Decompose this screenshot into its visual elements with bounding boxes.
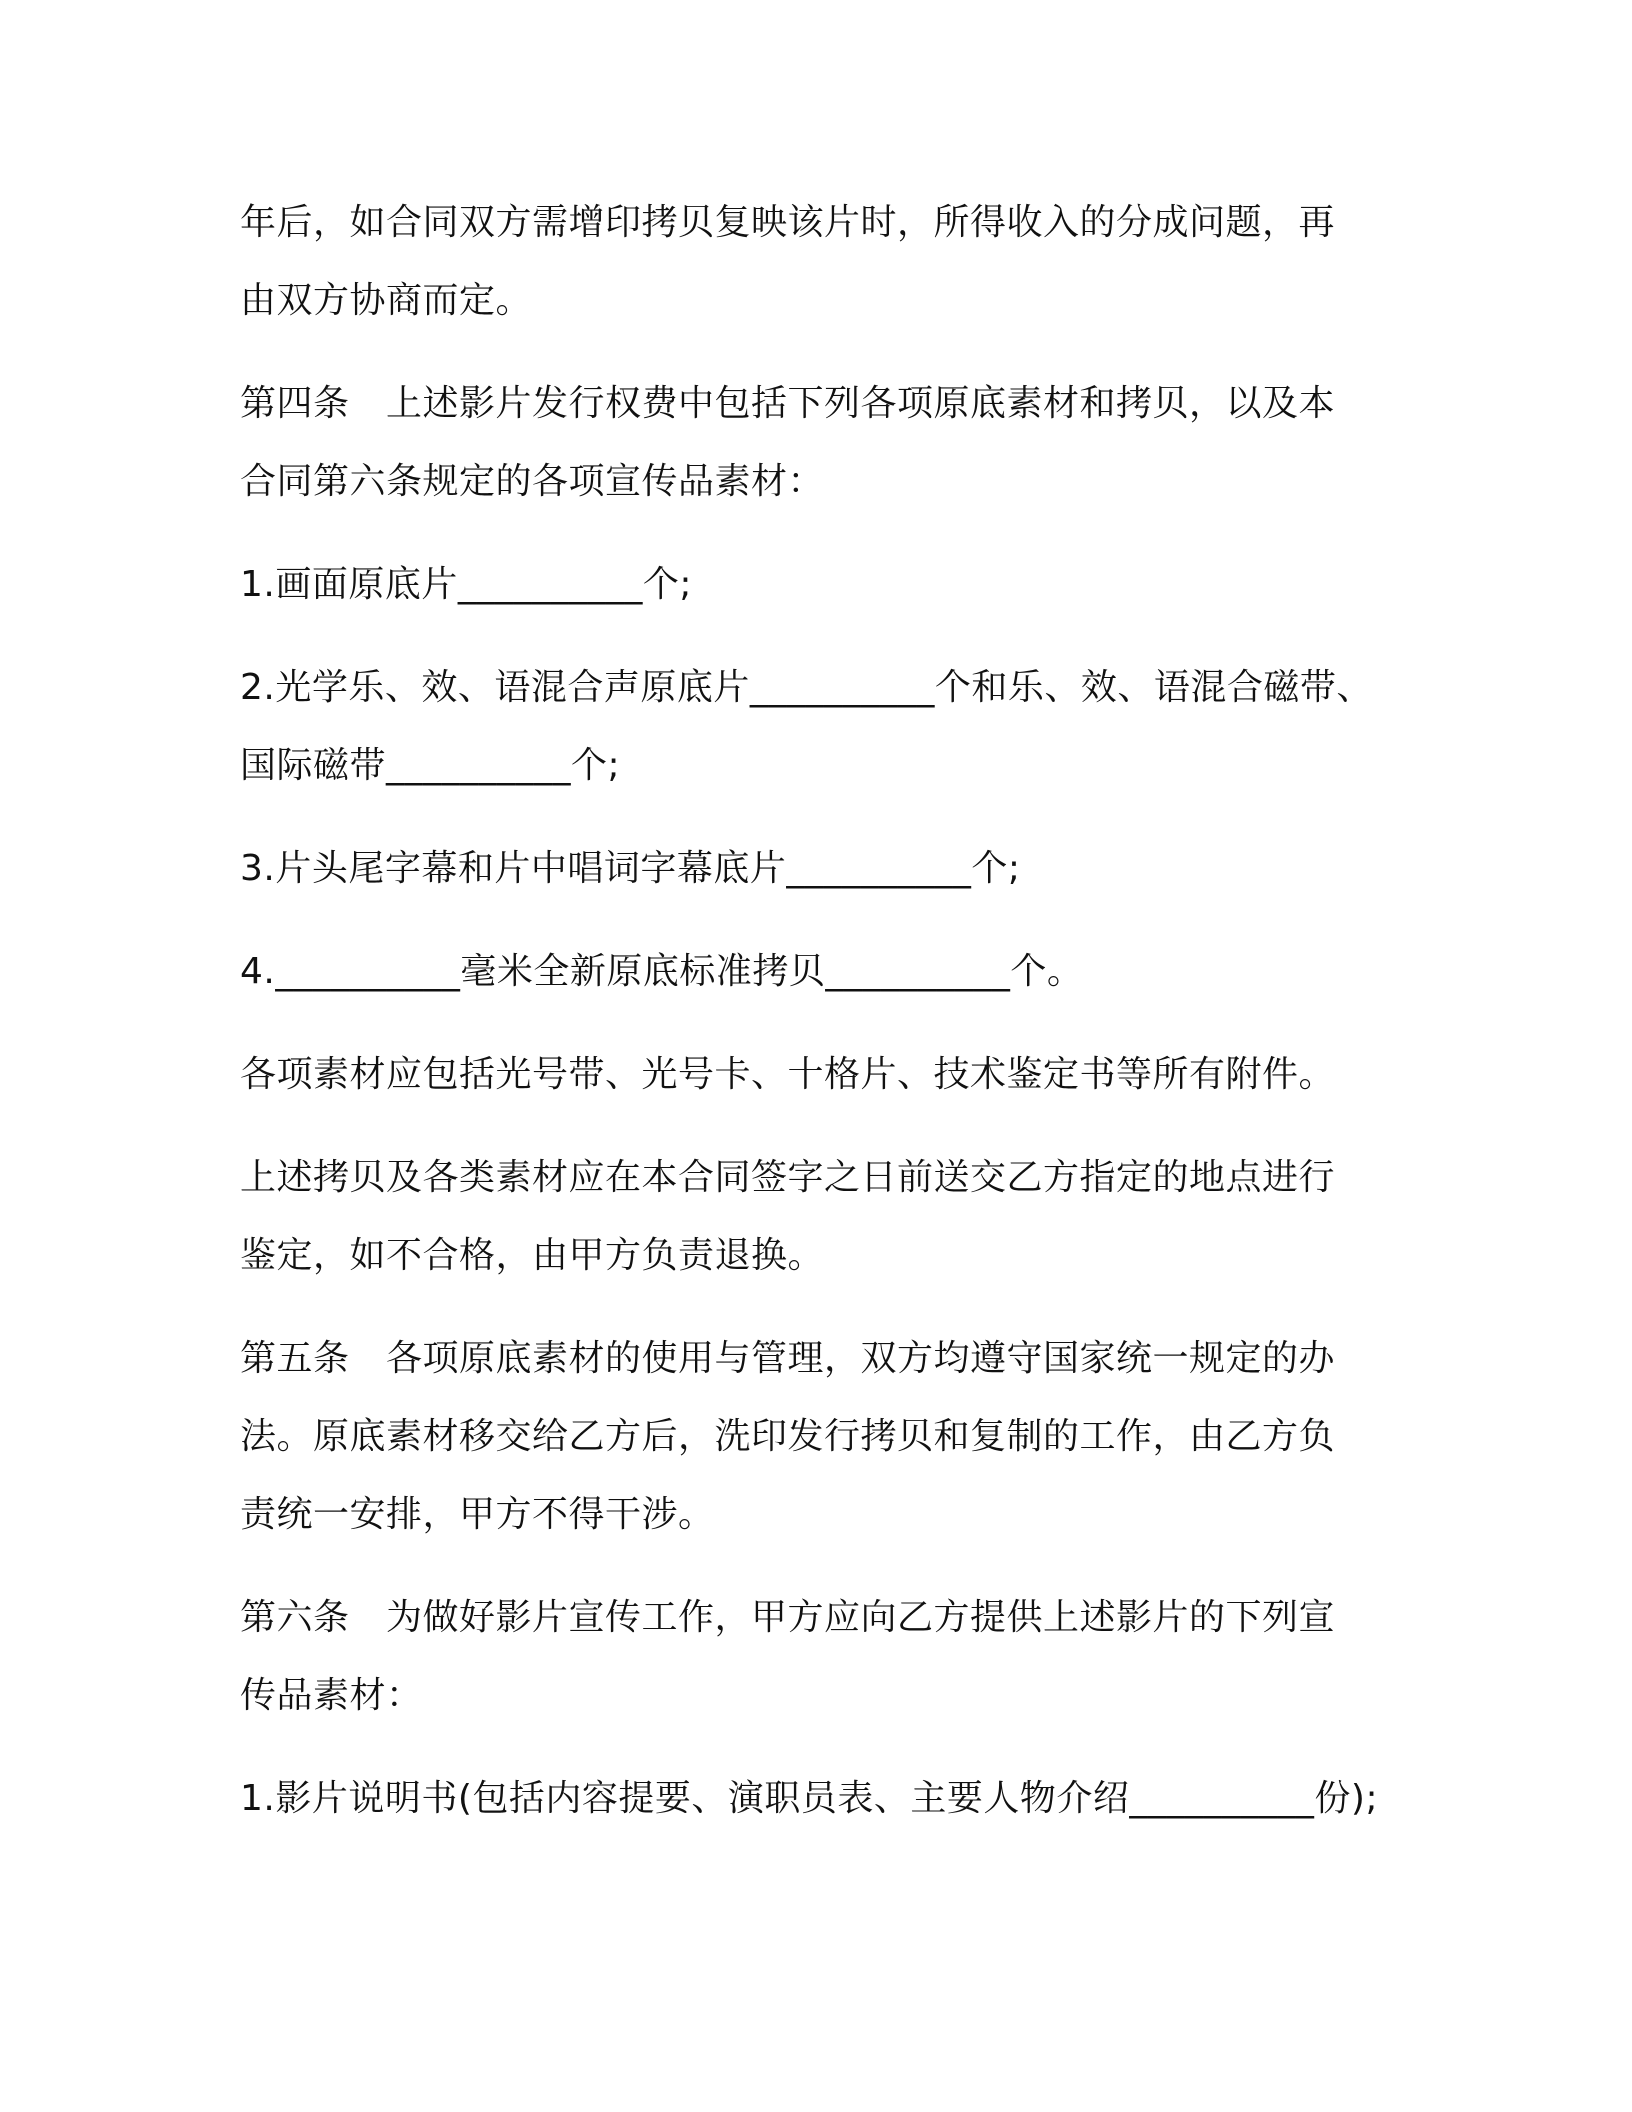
text-line: 法。原底素材移交给乙方后，洗印发行拷贝和复制的工作，由乙方负 [240,1416,1336,1457]
text-line: 2.光学乐、效、语混合声原底片__________个和乐、效、语混合磁带、 [240,667,1373,708]
article-5-paragraph [240,1320,1400,1554]
text-line: 上述拷贝及各类素材应在本合同签字之日前送交乙方指定的地点进行 [240,1157,1336,1198]
text-line: 责统一安排，甲方不得干涉。 [240,1494,715,1535]
list-item-sound-negative [240,649,1400,805]
text-line: 各项素材应包括光号带、光号卡、十格片、技术鉴定书等所有附件。 [240,1054,1336,1095]
text-line: 国际磁带__________个; [240,745,621,786]
text-line: 鉴定，如不合格，由甲方负责退换。 [240,1235,825,1276]
text-line: 4.__________毫米全新原底标准拷贝__________个。 [240,951,1084,992]
article-6-paragraph [240,1579,1400,1735]
text-line: 第六条 为做好影片宣传工作，甲方应向乙方提供上述影片的下列宣 [240,1597,1336,1638]
text-line: 年后，如合同双方需增印拷贝复映该片时，所得收入的分成问题，再 [240,202,1336,243]
text-line: 合同第六条规定的各项宣传品素材： [240,461,825,502]
text-line: 第四条 上述影片发行权费中包括下列各项原底素材和拷贝，以及本 [240,383,1336,424]
list-item-film-brochure [240,1760,1400,1838]
list-item-subtitle-negative [240,830,1400,908]
text-line: 由双方协商而定。 [240,280,533,321]
text-line: 1.影片说明书(包括内容提要、演职员表、主要人物介绍__________份); [240,1778,1379,1819]
list-item-standard-copy [240,933,1400,1011]
article-4-heading-paragraph [240,365,1400,521]
text-line: 第五条 各项原底素材的使用与管理，双方均遵守国家统一规定的办 [240,1338,1336,1379]
paragraph-revenue-sharing [240,184,1400,340]
paragraph-inspection [240,1139,1400,1295]
paragraph-attachments [240,1036,1400,1114]
document-body [240,184,1400,1863]
text-line: 传品素材： [240,1675,423,1716]
text-line: 1.画面原底片__________个; [240,564,692,605]
list-item-picture-negative [240,546,1400,624]
text-line: 3.片头尾字幕和片中唱词字幕底片__________个; [240,848,1021,889]
